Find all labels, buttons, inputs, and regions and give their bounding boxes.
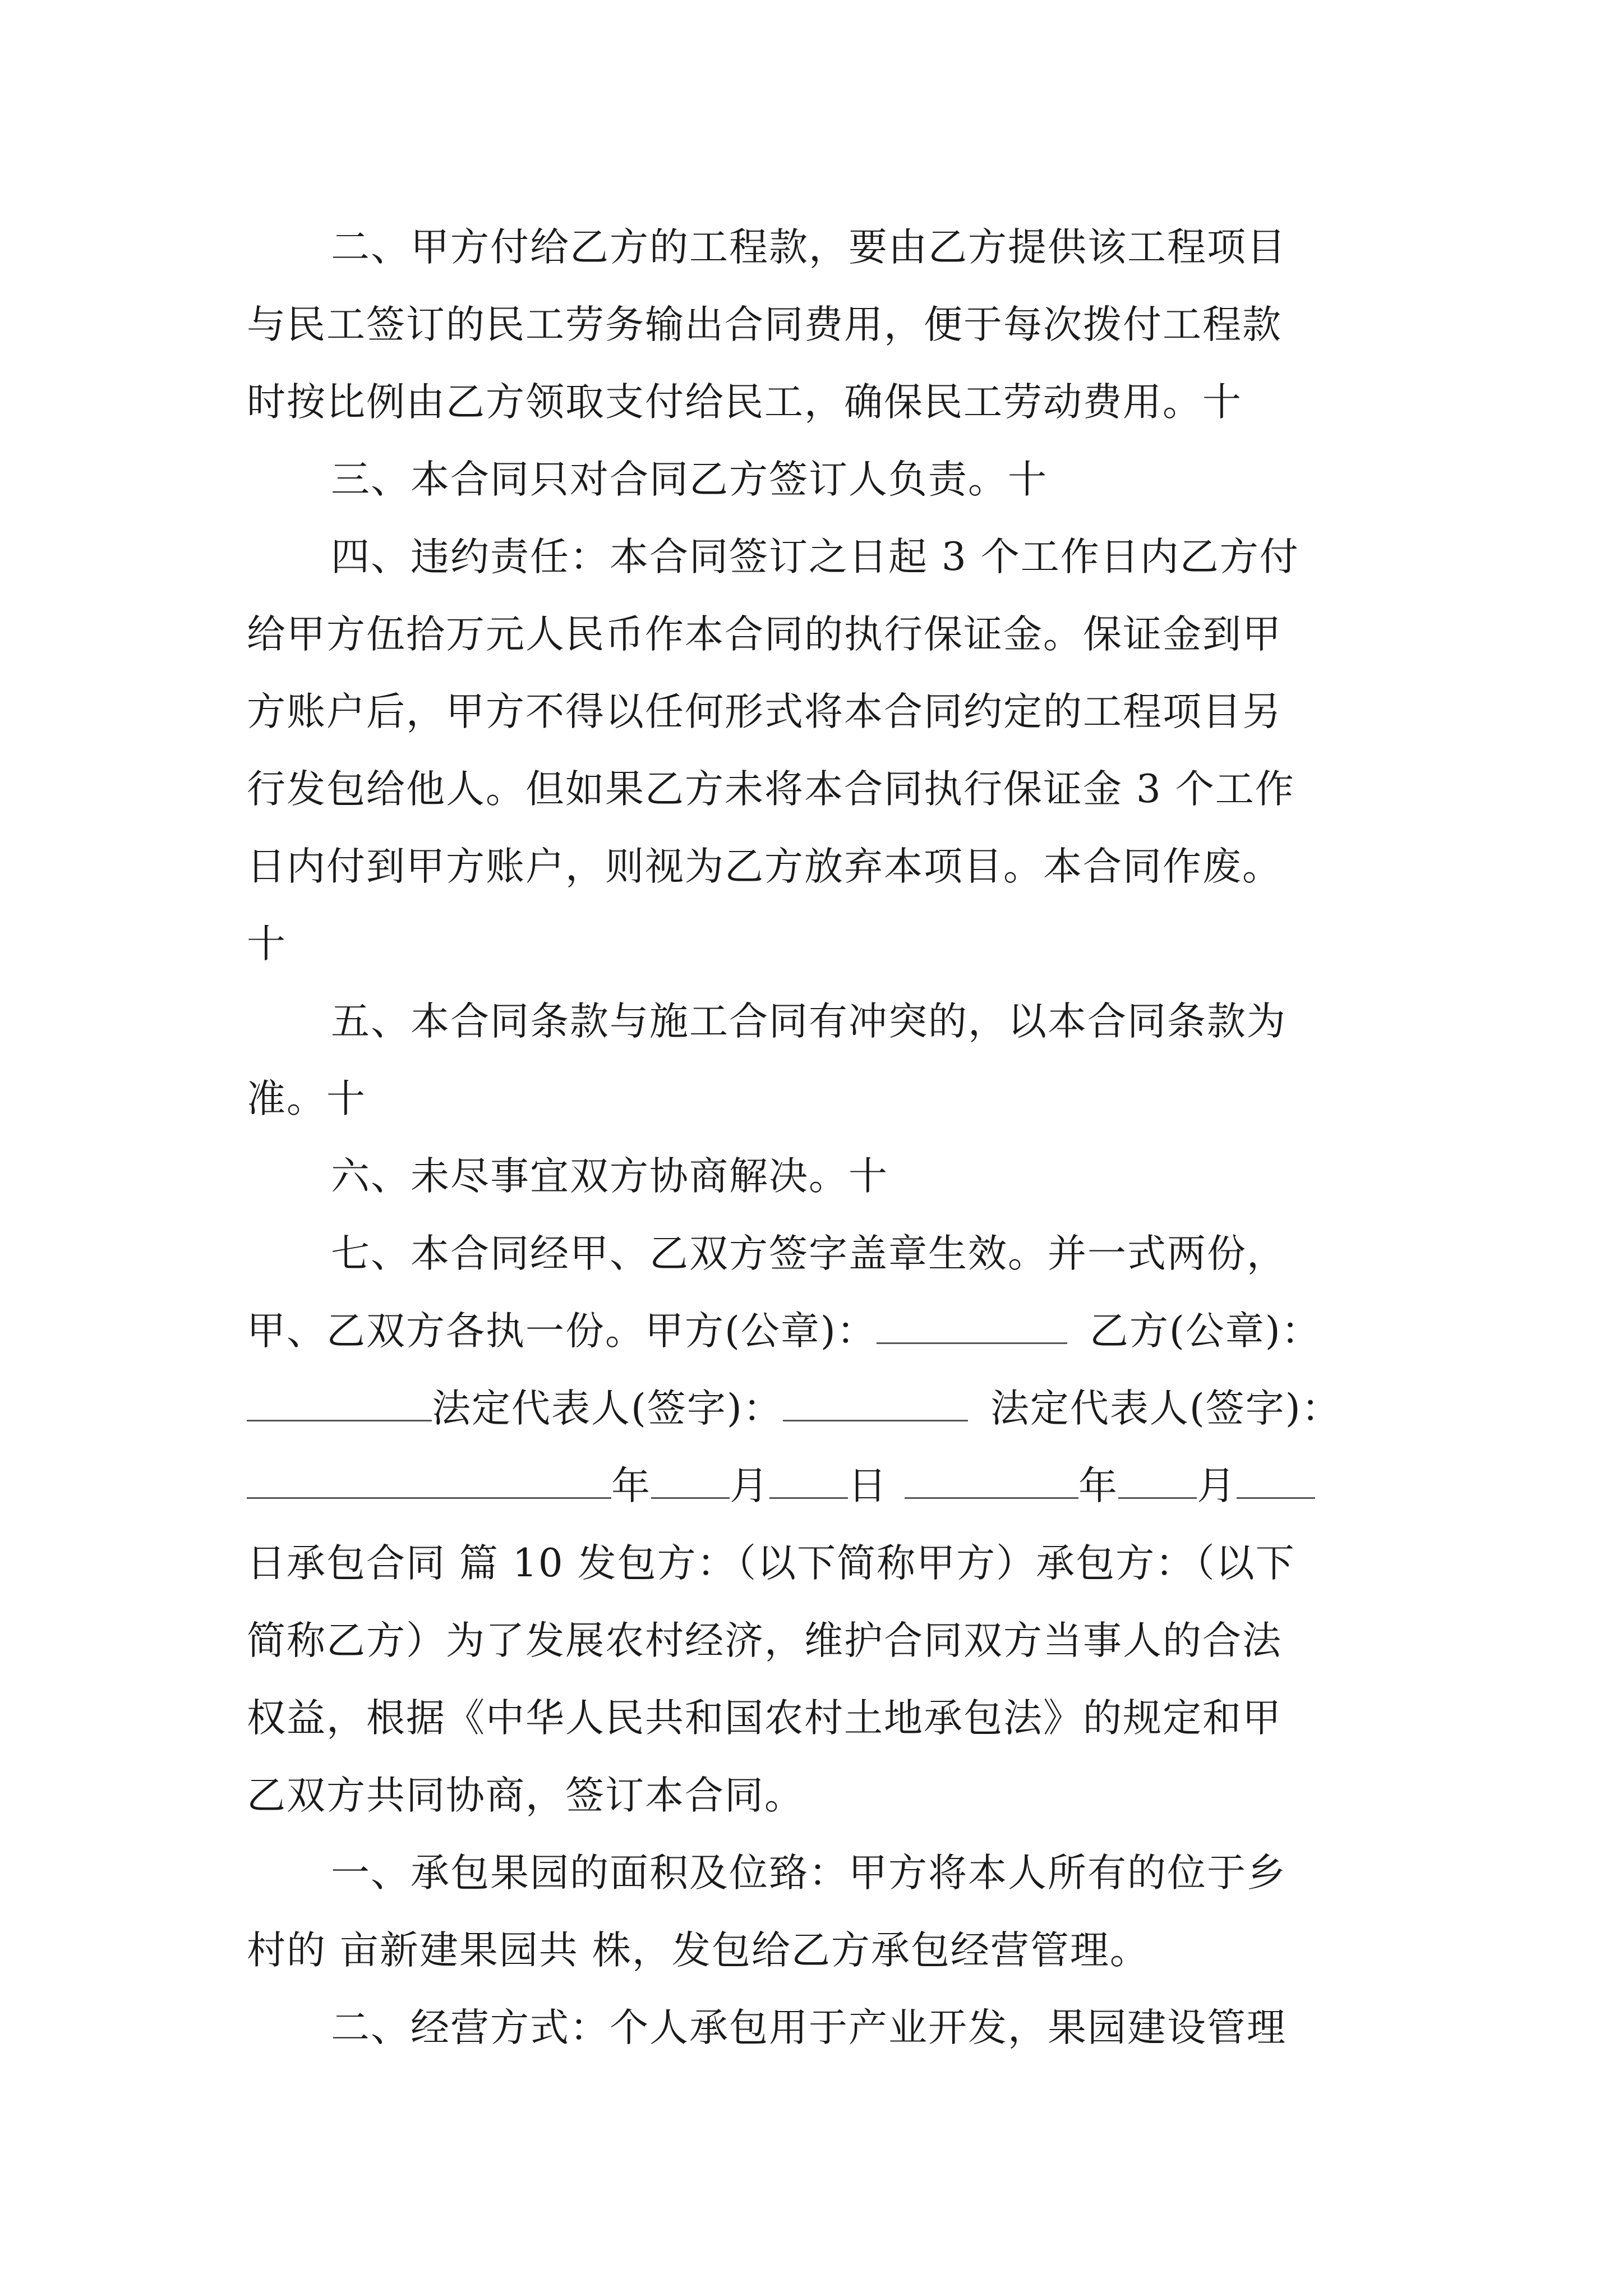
paragraph-line: 乙双方共同协商，签订本合同。 [247,1773,804,1818]
paragraph-line: 行发包给他人。但如果乙方未将本合同执行保证金 3 个工作 [247,767,1295,812]
month-a-blank[interactable] [651,1453,730,1499]
paragraph-line: 日内付到甲方账户，则视为乙方放弃本项目。本合同作废。 [247,844,1282,889]
representative-a-blank[interactable] [783,1376,968,1421]
paragraph-line: 十 [247,922,287,967]
paragraph-line: 简称乙方）为了发展农村经济，维护合同双方当事人的合法 [247,1618,1282,1663]
day-a-blank[interactable] [769,1453,848,1499]
paragraph-line: 给甲方伍拾万元人民币作本合同的执行保证金。保证金到甲 [247,612,1282,657]
paragraph-line: 二、经营方式：个人承包用于产业开发，果园建设管理 [331,2005,1287,2050]
paragraph-line: 二、甲方付给乙方的工程款，要由乙方提供该工程项目 [331,225,1287,270]
day-label: 日 [848,1464,888,1508]
year-b-blank[interactable] [905,1453,1078,1499]
representative-a-label: 法定代表人(签字)： [432,1386,783,1431]
party-a-seal-blank[interactable] [877,1299,1067,1344]
year-label: 年 [611,1464,651,1508]
signature-line-party [247,1292,1424,1370]
paragraph-line: 七、本合同经甲、乙双方签字盖章生效。并一式两份， [331,1231,1287,1276]
paragraph-line: 村的 亩新建果园共 株，发包给乙方承包经营管理。 [247,1928,1150,1973]
paragraph-line: 四、违约责任：本合同签订之日起 3 个工作日内乙方付 [331,535,1299,579]
representative-b-blank[interactable] [247,1453,611,1499]
paragraph-line: 与民工签订的民工劳务输出合同费用，便于每次拨付工程款 [247,302,1282,347]
document-body [247,209,1424,2067]
paragraph-line: 方账户后，甲方不得以任何形式将本合同约定的工程项目另 [247,689,1282,734]
date-line [247,1447,1424,1525]
party-b-seal-blank[interactable] [247,1376,432,1421]
paragraph-line: 权益，根据《中华人民共和国农村土地承包法》的规定和甲 [247,1696,1282,1741]
month-b-blank[interactable] [1118,1453,1197,1499]
paragraph-line: 五、本合同条款与施工合同有冲突的，以本合同条款为 [331,999,1287,1044]
paragraph-line: 六、未尽事宜双方协商解决。十 [331,1154,888,1199]
paragraph-line: 日承包合同 篇 10 发包方：（以下简称甲方）承包方：（以下 [247,1541,1295,1586]
paragraph-line: 三、本合同只对合同乙方签订人负责。十 [331,457,1048,502]
paragraph-line: 准。十 [247,1076,366,1121]
year2-label: 年 [1078,1464,1118,1508]
party-a-seal-label: 甲、乙双方各执一份。甲方(公章)： [247,1309,877,1354]
paragraph-line: 时按比例由乙方领取支付给民工，确保民工劳动费用。十 [247,380,1242,425]
month-label: 月 [730,1464,769,1508]
party-b-seal-label: 乙方(公章)： [1089,1309,1321,1354]
representative-b-label: 法定代表人(签字)： [990,1386,1341,1431]
month2-label: 月 [1197,1464,1237,1508]
paragraph-line: 一、承包果园的面积及位臵：甲方将本人所有的位于乡 [331,1851,1287,1895]
signature-line-representative [247,1370,1424,1447]
day-b-blank[interactable] [1237,1453,1315,1499]
